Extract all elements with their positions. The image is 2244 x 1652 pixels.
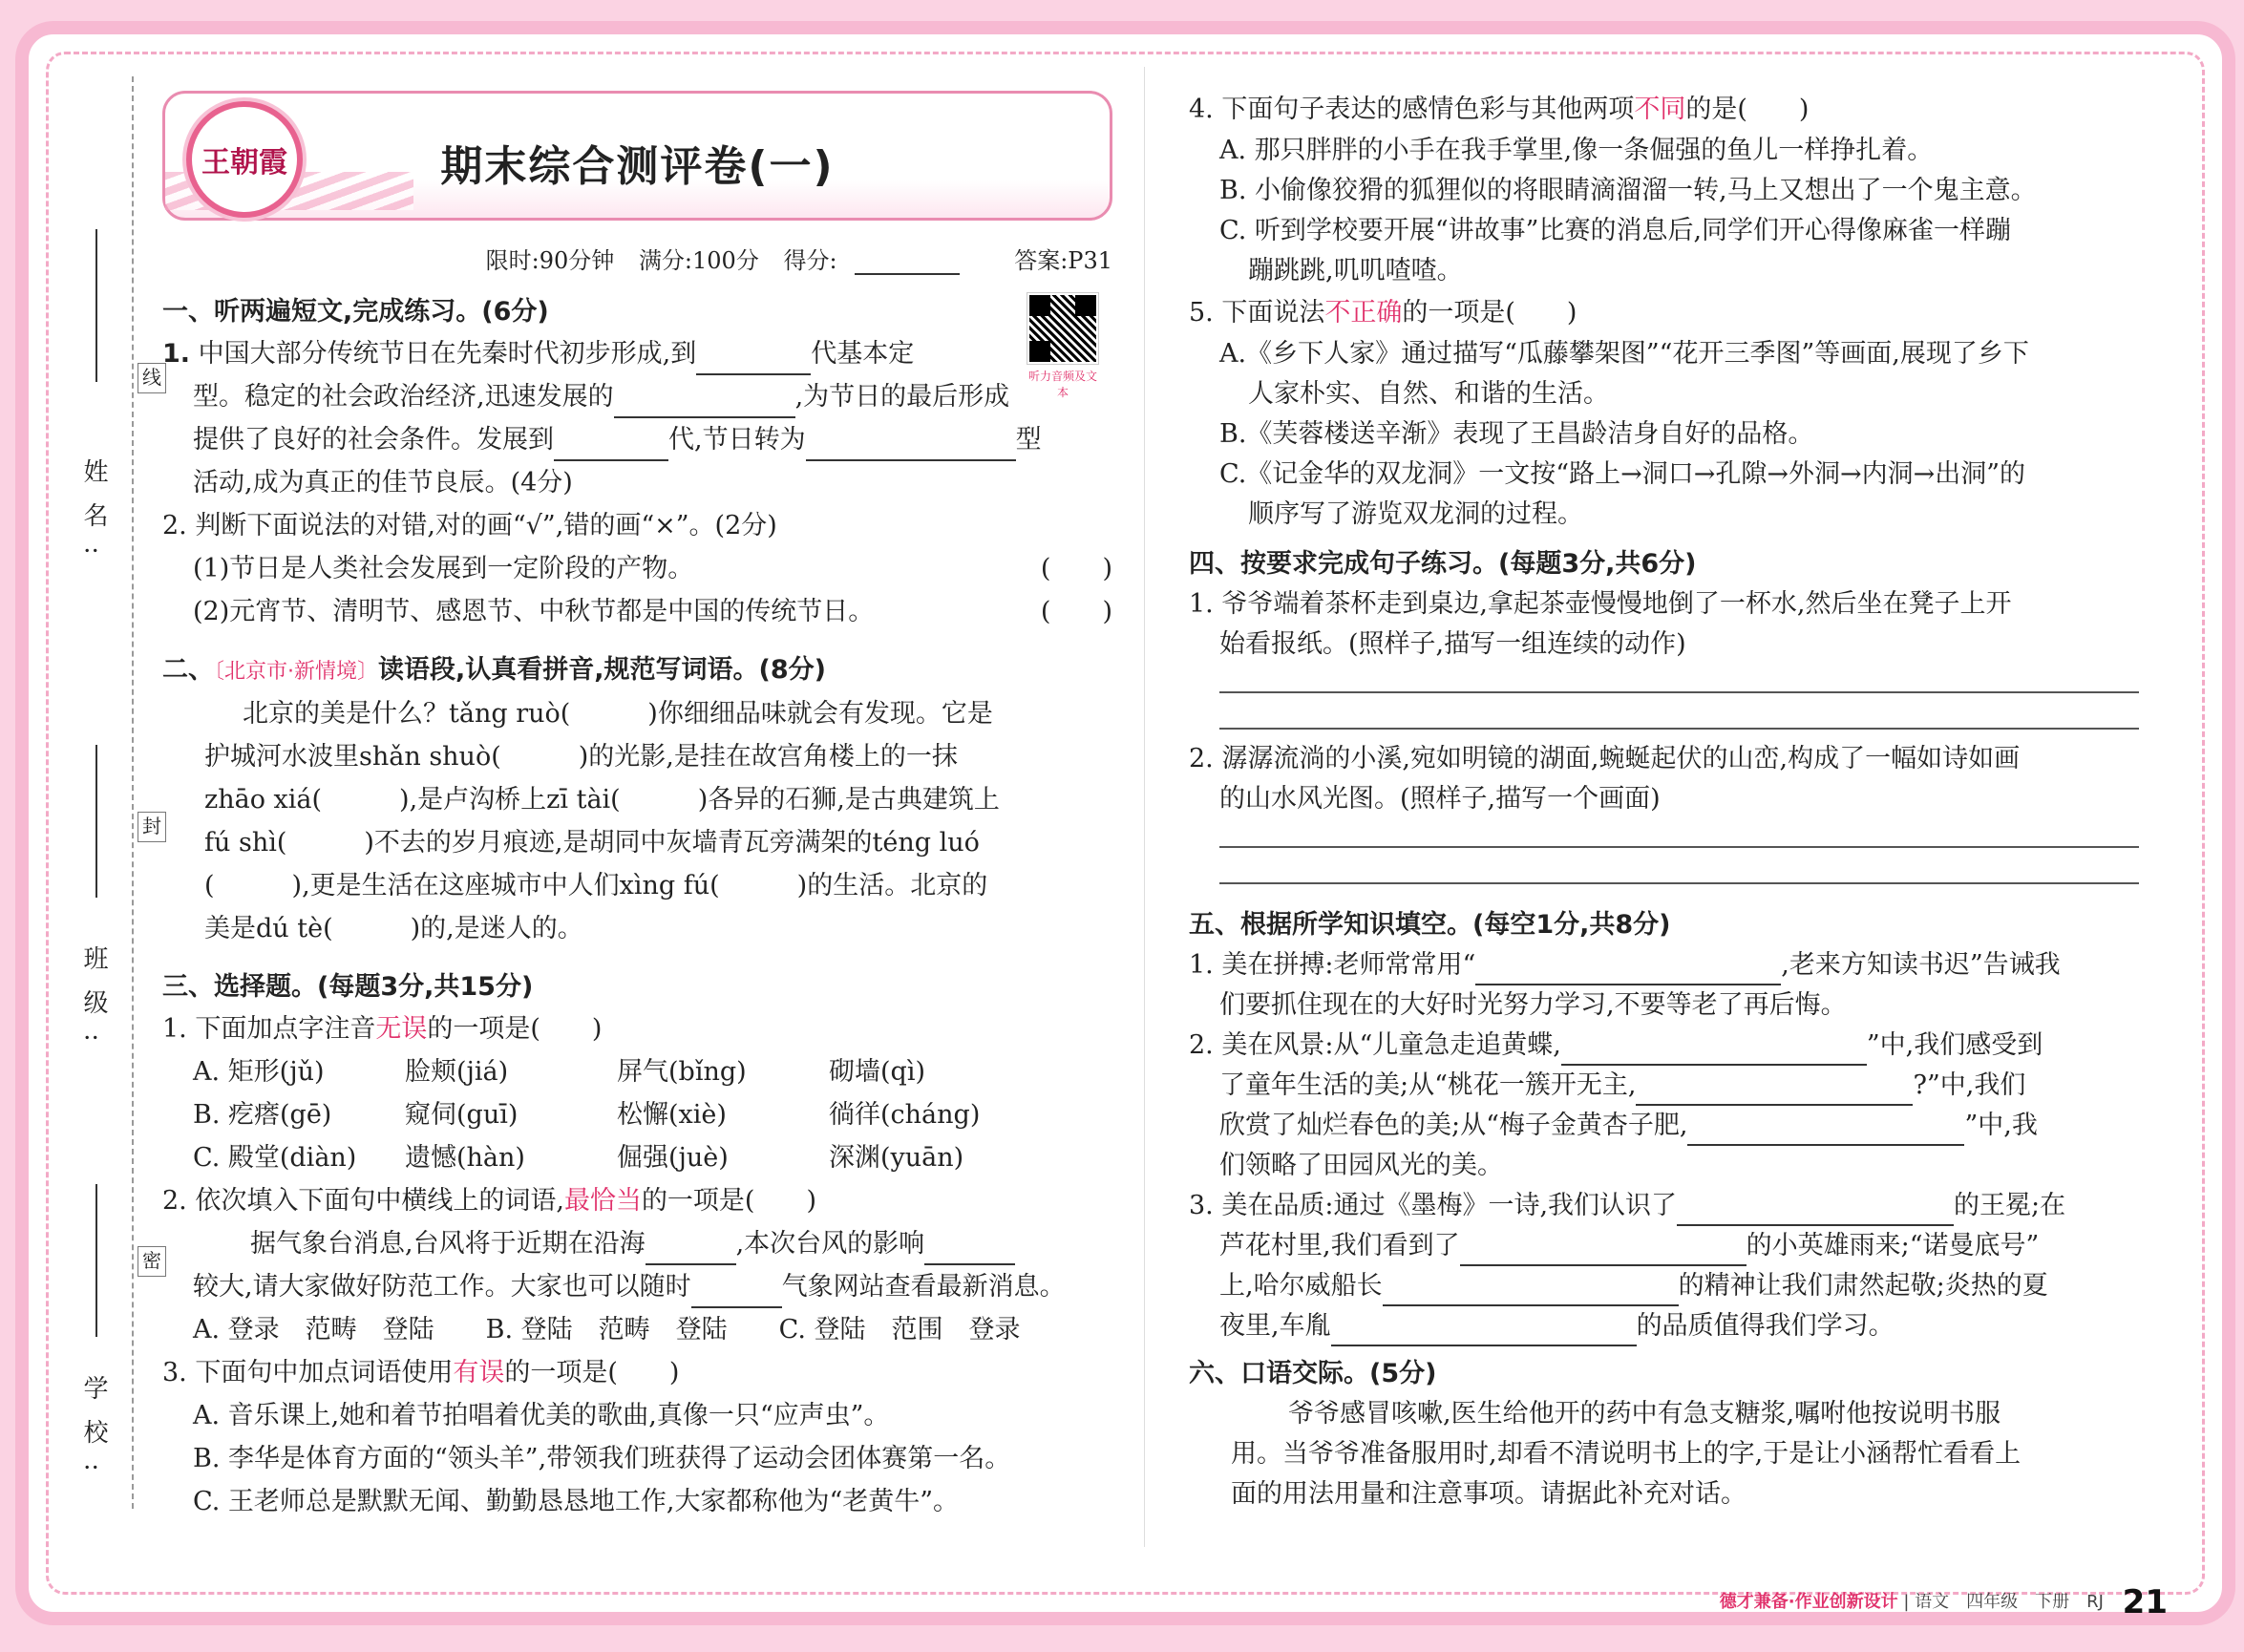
qr-code[interactable] bbox=[1025, 293, 1101, 400]
s6-line-1: 爷爷感冒咳嗽,医生给他开的药中有急支糖浆,嘱咐他按说明书服 bbox=[1288, 1399, 2001, 1429]
blank-2[interactable] bbox=[614, 388, 795, 418]
logo-text: 王朝霞 bbox=[201, 146, 287, 180]
page-footer bbox=[1720, 1583, 2168, 1621]
blank-6[interactable] bbox=[924, 1235, 1015, 1265]
answer-line-1[interactable] bbox=[1219, 691, 2139, 693]
s1-q2b: (2)元宵节、清明节、感恩节、中秋节都是中国的传统节日。 ( ) bbox=[162, 590, 1112, 633]
blank-3[interactable] bbox=[554, 431, 668, 461]
section-3-title: 三、选择题。(每题3分,共15分) bbox=[162, 972, 534, 1002]
s5-q3-l3: 上,哈尔威船长 的精神让我们肃然起敬;炎热的夏 bbox=[1189, 1266, 2139, 1306]
class-field-label: 班级: bbox=[79, 945, 108, 1061]
s2-line-4: fú shì( )不去的岁月痕迹,是胡同中灰墙青瓦旁满架的téng luó bbox=[204, 828, 980, 858]
answer-line-2[interactable] bbox=[1219, 728, 2139, 730]
section-5-title: 五、根据所学知识填空。(每空1分,共8分) bbox=[1189, 910, 1671, 940]
s3-q5-option-a-cont: 人家朴实、自然、和谐的生活。 bbox=[1248, 379, 1609, 409]
title-banner bbox=[162, 91, 1112, 221]
s5-q2-l4: 们领略了田园风光的美。 bbox=[1219, 1151, 1503, 1180]
s3-q4: 4. 下面句子表达的感情色彩与其他两项不同的是( ) bbox=[1189, 95, 1810, 124]
s3-q3-option-c[interactable]: C. 王老师总是默默无闻、勤勤恳恳地工作,大家都称他为“老黄牛”。 bbox=[193, 1487, 960, 1516]
blank-5[interactable] bbox=[646, 1235, 736, 1265]
s1-q1-l3: 提供了良好的社会条件。发展到 代,节日转为 型 bbox=[162, 418, 1112, 461]
s4-q2-cont: 的山水风光图。(照样子,描写一个画面) bbox=[1219, 784, 1661, 814]
s1-q1-l2: 型。稳定的社会政治经济,迅速发展的 ,为节日的最后形成 bbox=[162, 375, 1112, 418]
s3-q5-option-c-cont: 顺序写了游览双龙洞的过程。 bbox=[1248, 499, 1583, 529]
s3-q1: 1. 下面加点字注音无误的一项是( ) bbox=[162, 1014, 603, 1044]
section-1-title: 一、听两遍短文,完成练习。(6分) bbox=[162, 297, 549, 327]
answer-paren[interactable]: ( ) bbox=[1040, 597, 1112, 626]
s3-q3: 3. 下面句中加点词语使用有误的一项是( ) bbox=[162, 1358, 680, 1387]
s3-q4-option-a[interactable]: A. 那只胖胖的小手在我手掌里,像一条倔强的鱼儿一样挣扎着。 bbox=[1219, 136, 1934, 165]
section-4-title: 四、按要求完成句子练习。(每题3分,共6分) bbox=[1189, 549, 1697, 579]
s2-line-3: zhāo xiá( ),是卢沟桥上zī tài( )各异的石狮,是古典建筑上 bbox=[204, 785, 1000, 815]
s3-q5: 5. 下面说法不正确的一项是( ) bbox=[1189, 298, 1577, 328]
s5-q2: 2. 美在风景:从“儿童急走追黄蝶, ”中,我们感受到 bbox=[1189, 1026, 2139, 1066]
school-field-line[interactable] bbox=[95, 1184, 97, 1337]
s3-q2-text-2: 较大,请大家做好防范工作。大家也可以随时 气象网站查看最新消息。 bbox=[162, 1265, 1112, 1308]
s6-line-3: 面的用法用量和注意事项。请据此补充对话。 bbox=[1231, 1479, 1747, 1509]
s2-line-1: 北京的美是什么？tǎng ruò( )你细细品味就会有发现。它是 bbox=[243, 699, 993, 729]
region-tag: 〔北京市·新情境〕 bbox=[214, 660, 378, 684]
section-2-title: 二、〔北京市·新情境〕读语段,认真看拼音,规范写词语。(8分) bbox=[162, 655, 826, 685]
footer-brand: 德才兼备·作业创新设计 bbox=[1719, 1592, 1898, 1612]
name-field-line[interactable] bbox=[95, 229, 97, 382]
section-6-title: 六、口语交际。(5分) bbox=[1189, 1359, 1437, 1388]
s3-q4-option-b[interactable]: B. 小偷像狡猾的狐狸似的将眼睛滴溜溜一转,马上又想出了一个鬼主意。 bbox=[1219, 176, 2037, 205]
s2-line-5: ( ),更是生活在这座城市中人们xìng fú( )的生活。北京的 bbox=[204, 871, 988, 900]
binding-mark-seal: 封 bbox=[138, 812, 166, 842]
school-field-label: 学校: bbox=[79, 1375, 108, 1491]
s3-q5-option-c[interactable]: C.《记金华的双龙洞》一文按“路上→洞口→孔隙→外洞→内洞→出洞”的 bbox=[1219, 459, 2025, 489]
score-label: 得分: bbox=[783, 247, 837, 274]
exam-meta bbox=[162, 242, 1112, 275]
answer-line-3[interactable] bbox=[1219, 846, 2139, 848]
left-column bbox=[162, 91, 1112, 1523]
s3-q2-text: 据气象台消息,台风将于近期在沿海 ,本次台风的影响 bbox=[162, 1222, 1112, 1265]
s5-q3: 3. 美在品质:通过《墨梅》一诗,我们认识了 的王冕;在 bbox=[1189, 1186, 2139, 1226]
blank-13[interactable] bbox=[1460, 1236, 1747, 1266]
blank-7[interactable] bbox=[691, 1278, 782, 1308]
blank-9[interactable] bbox=[1561, 1035, 1867, 1066]
blank-10[interactable] bbox=[1636, 1075, 1913, 1106]
s5-q1: 1. 美在拼搏:老师常常用“ ,老来方知读书迟”告诫我 bbox=[1189, 945, 2139, 985]
binding-strip bbox=[57, 57, 161, 1547]
score-blank[interactable] bbox=[855, 252, 960, 275]
right-column bbox=[1189, 88, 2139, 1514]
s1-q2: 2. 判断下面说法的对错,对的画“√”,错的画“×”。(2分) bbox=[162, 511, 777, 540]
time-limit: 限时:90分钟 bbox=[485, 247, 615, 274]
s3-q3-option-a[interactable]: A. 音乐课上,她和着节拍唱着优美的歌曲,真像一只“应声虫”。 bbox=[193, 1401, 890, 1430]
s3-q2: 2. 依次填入下面句中横线上的词语,最恰当的一项是( ) bbox=[162, 1186, 817, 1216]
footer-info: | 语文 四年级 下册 RJ bbox=[1903, 1592, 2104, 1612]
s3-q5-option-a[interactable]: A.《乡下人家》通过描写“瓜藤攀架图”“花开三季图”等画面,展现了乡下 bbox=[1219, 339, 2029, 369]
answer-paren[interactable]: ( ) bbox=[1040, 554, 1112, 583]
binding-mark-line: 线 bbox=[138, 363, 166, 393]
s5-q2-l3: 欣赏了灿烂春色的美;从“梅子金黄杏子肥, ”中,我 bbox=[1189, 1106, 2139, 1146]
blank-15[interactable] bbox=[1331, 1316, 1637, 1346]
s3-q2-options[interactable]: A. 登录 范畴 登陆 B. 登陆 范畴 登陆 C. 登陆 范围 登录 bbox=[193, 1315, 1021, 1345]
s1-q2a: (1)节日是人类社会发展到一定阶段的产物。 ( ) bbox=[162, 547, 1112, 590]
qr-caption: 听力音频及文本 bbox=[1027, 370, 1097, 399]
s3-q4-option-c-cont: 蹦跳跳,叽叽喳喳。 bbox=[1248, 256, 1463, 286]
qr-code-icon bbox=[1027, 293, 1098, 364]
name-field-label: 姓名: bbox=[79, 458, 108, 574]
s1-q1: 1. 中国大部分传统节日在先秦时代初步形成,到 代基本定 bbox=[162, 332, 1112, 375]
blank-1[interactable] bbox=[696, 345, 811, 375]
answer-ref: 答案:P31 bbox=[1014, 247, 1112, 274]
answer-line-4[interactable] bbox=[1219, 882, 2139, 884]
s3-q5-option-b[interactable]: B.《芙蓉楼送辛渐》表现了王昌龄洁身自好的品格。 bbox=[1219, 419, 1814, 449]
blank-14[interactable] bbox=[1383, 1276, 1679, 1306]
page-fold bbox=[1144, 67, 1145, 1547]
s2-line-6: 美是dú tè( )的,是迷人的。 bbox=[204, 914, 583, 943]
s4-q2: 2. 潺潺流淌的小溪,宛如明镜的湖面,蜿蜒起伏的山峦,构成了一幅如诗如画 bbox=[1189, 744, 2021, 773]
s5-q3-l2: 芦花村里,我们看到了 的小英雄雨来;“诺曼底号” bbox=[1189, 1226, 2139, 1266]
s1-q1-l4: 活动,成为真正的佳节良辰。(4分) bbox=[193, 468, 573, 498]
blank-8[interactable] bbox=[1475, 955, 1781, 985]
s5-q1-cont: 们要抓住现在的大好时光努力学习,不要等老了再后悔。 bbox=[1219, 990, 1847, 1020]
s3-q4-option-c[interactable]: C. 听到学校要开展“讲故事”比赛的消息后,同学们开心得像麻雀一样蹦 bbox=[1219, 216, 2012, 245]
s5-q3-l4: 夜里,车胤 的品质值得我们学习。 bbox=[1189, 1306, 2139, 1346]
binding-mark-secret: 密 bbox=[138, 1246, 166, 1277]
s4-q1: 1. 爷爷端着茶杯走到桌边,拿起茶壶慢慢地倒了一杯水,然后坐在凳子上开 bbox=[1189, 589, 2012, 619]
s3-q1-options-c[interactable]: C. 殿堂(diàn) 遗憾(hàn) 倔强(juè) 深渊(yuān) bbox=[193, 1143, 964, 1173]
blank-4[interactable] bbox=[806, 431, 1016, 461]
page-title: 期末综合测评卷(一) bbox=[440, 142, 835, 191]
page-number: 21 bbox=[2122, 1583, 2168, 1621]
s3-q1-options-b[interactable]: B. 疙瘩(gē) 窥伺(guī) 松懈(xiè) 徜徉(cháng) bbox=[193, 1100, 981, 1130]
s6-line-2: 用。当爷爷准备服用时,却看不清说明书上的字,于是让小涵帮忙看看上 bbox=[1231, 1439, 2022, 1469]
full-score: 满分:100分 bbox=[638, 247, 759, 274]
s5-q2-l2: 了童年生活的美;从“桃花一簇开无主, ?”中,我们 bbox=[1189, 1066, 2139, 1106]
blank-12[interactable] bbox=[1677, 1196, 1954, 1226]
s4-q1-cont: 始看报纸。(照样子,描写一组连续的动作) bbox=[1219, 629, 1686, 659]
s2-line-2: 护城河水波里shǎn shuò( )的光影,是挂在故宫角楼上的一抹 bbox=[204, 742, 958, 772]
binding-cut-line bbox=[132, 76, 134, 1509]
blank-11[interactable] bbox=[1687, 1115, 1964, 1146]
class-field-line[interactable] bbox=[95, 745, 97, 898]
s3-q3-option-b[interactable]: B. 李华是体育方面的“领头羊”,带领我们班获得了运动会团体赛第一名。 bbox=[193, 1444, 1011, 1473]
s3-q1-options-a[interactable]: A. 矩形(jǔ) 脸颊(jiá) 屏气(bǐng) 砌墙(qì) bbox=[193, 1057, 925, 1087]
